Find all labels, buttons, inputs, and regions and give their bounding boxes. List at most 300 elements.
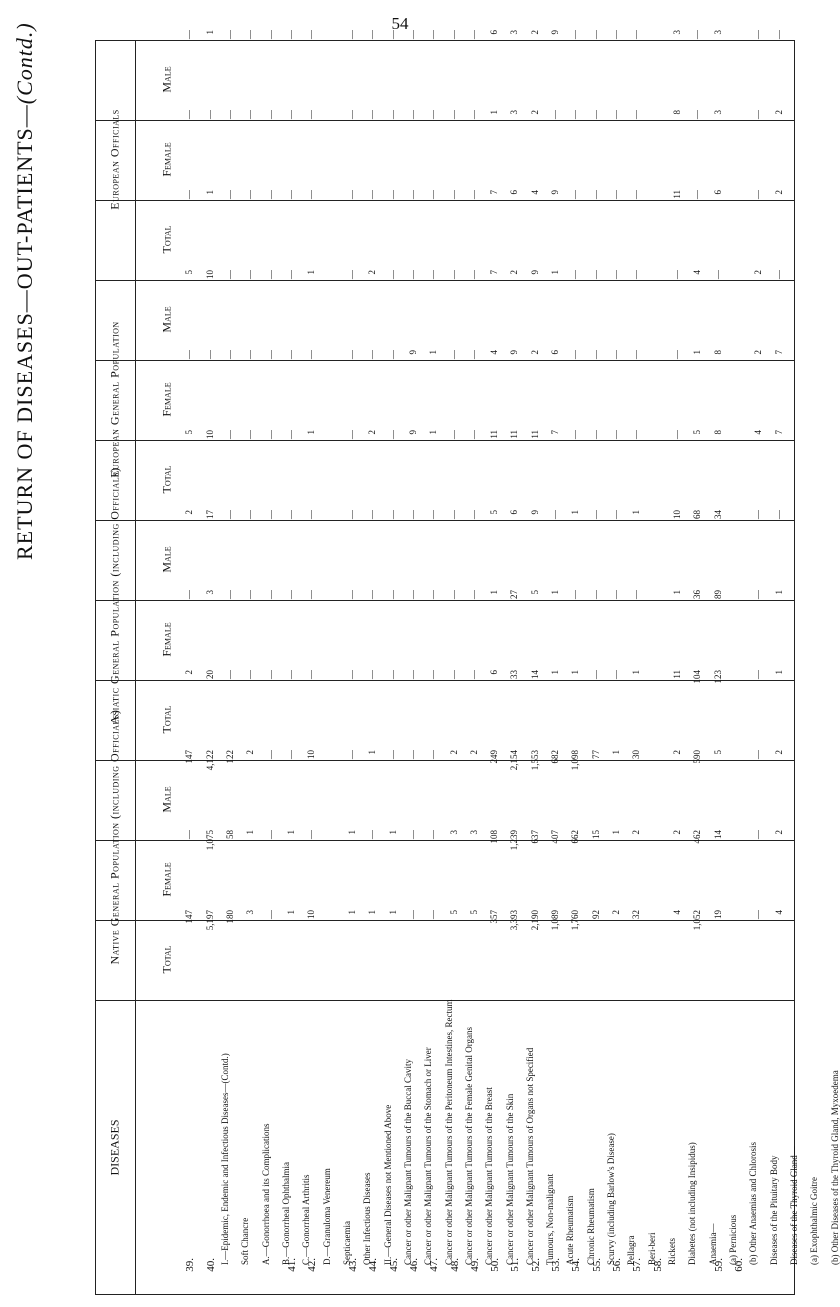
table-cell: — — [590, 670, 601, 679]
table-cell: — — [692, 110, 703, 119]
table-cell: — — [448, 30, 459, 39]
table-cell: 15 — [590, 830, 601, 839]
table-cell: — — [245, 430, 256, 439]
table-cell: — — [367, 190, 378, 199]
table-cell: — — [448, 350, 459, 359]
table-cell: 2 — [184, 670, 195, 675]
table-cell: — — [448, 590, 459, 599]
table-cell: — — [285, 190, 296, 199]
table-cell: — — [245, 30, 256, 39]
table-cell: — — [204, 110, 215, 119]
disease-number: 52. — [529, 1258, 542, 1272]
table-cell: — — [184, 350, 195, 359]
table-cell: 3 — [245, 910, 256, 915]
table-cell: — — [631, 30, 642, 39]
table-cell: 3 — [468, 830, 479, 835]
table-cell: — — [285, 30, 296, 39]
table-cell: — — [428, 750, 439, 759]
table-cell: 2 — [468, 750, 479, 755]
table-cell: — — [285, 430, 296, 439]
table-cell: 1 — [428, 430, 439, 435]
table-cell: 2 — [509, 270, 520, 275]
table-cell: 462 — [692, 830, 703, 844]
table-cell: — — [265, 430, 276, 439]
table-cell: — — [611, 270, 622, 279]
table-cell: — — [224, 590, 235, 599]
table-cell: 1 — [570, 510, 581, 515]
table-cell: — — [346, 670, 357, 679]
table-cell: — — [570, 590, 581, 599]
table-cell: — — [184, 190, 195, 199]
table-cell: — — [570, 270, 581, 279]
table-cell: — — [570, 430, 581, 439]
table-cell: 2,154 — [509, 750, 520, 771]
table-cell: 4 — [529, 190, 540, 195]
subcolumn-header: Male — [159, 306, 174, 333]
table-cell: 2 — [184, 510, 195, 515]
table-cell: — — [428, 830, 439, 839]
table-cell: — — [428, 270, 439, 279]
table-cell: 10 — [204, 430, 215, 439]
disease-number: 53. — [550, 1258, 563, 1272]
table-cell: 3 — [509, 110, 520, 115]
table-cell: 1,553 — [529, 750, 540, 771]
table-cell: 6 — [509, 190, 520, 195]
table-cell: 1 — [773, 590, 784, 595]
table-cell: — — [407, 830, 418, 839]
table-cell: — — [367, 590, 378, 599]
table-cell: 10 — [306, 750, 317, 759]
disease-label: Cancer or other Malignant Tumours of the Buccal Cavity — [402, 1059, 413, 1265]
subcolumn-header: Male — [159, 546, 174, 573]
table-cell: 36 — [692, 590, 703, 599]
table-cell: 6 — [489, 670, 500, 675]
table-cell: — — [367, 110, 378, 119]
table-cell: 9 — [550, 190, 561, 195]
table-cell: 2 — [672, 830, 683, 835]
table-cell: 4 — [672, 910, 683, 915]
table-cell: 1 — [428, 350, 439, 355]
table-cell: — — [448, 670, 459, 679]
table-cell: — — [448, 270, 459, 279]
table-cell: 3 — [712, 110, 723, 115]
table-cell: — — [407, 270, 418, 279]
table-cell: 2 — [773, 750, 784, 755]
subcolumn-header: Female — [159, 382, 174, 417]
table-cell: 3,393 — [509, 910, 520, 931]
table-cell: 5 — [529, 590, 540, 595]
disease-label: B.—Gonorrheal Ophthalmia — [280, 1162, 291, 1265]
table-cell: 7 — [489, 190, 500, 195]
table-cell: 3 — [448, 830, 459, 835]
table-cell: — — [265, 350, 276, 359]
disease-number: 57. — [631, 1258, 644, 1272]
table-cell: 1 — [367, 910, 378, 915]
disease-label: Cancer or other Malignant Tumours of the Stomach or Liver — [423, 1047, 434, 1265]
table-cell: — — [265, 110, 276, 119]
disease-label: C.—Gonorrheal Arthritis — [301, 1174, 312, 1265]
subcolumn-header: Total — [159, 705, 174, 734]
disease-label: II.—General Diseases not Mentioned Above — [382, 1104, 393, 1265]
table-cell: 1,239 — [509, 830, 520, 851]
disease-number: 54. — [570, 1258, 583, 1272]
table-cell: — — [306, 30, 317, 39]
table-cell: — — [407, 670, 418, 679]
table-cell: — — [306, 350, 317, 359]
table-cell: — — [611, 30, 622, 39]
table-cell: — — [184, 110, 195, 119]
table-cell: — — [224, 350, 235, 359]
table-cell: 1,052 — [692, 910, 703, 931]
table-cell: — — [387, 190, 398, 199]
table-cell: — — [753, 670, 764, 679]
table-cell: — — [407, 750, 418, 759]
table-cell: 4 — [753, 430, 764, 435]
table-cell: 180 — [224, 910, 235, 924]
table-cell: 1 — [245, 830, 256, 835]
table-cell: — — [611, 590, 622, 599]
table-cell: — — [387, 510, 398, 519]
table-cell: — — [184, 30, 195, 39]
table-cell: — — [428, 670, 439, 679]
table-cell: 5 — [468, 910, 479, 915]
disease-number: 43. — [346, 1258, 359, 1272]
table-cell: — — [265, 510, 276, 519]
table-cell: — — [468, 510, 479, 519]
table-cell: — — [428, 910, 439, 919]
table-cell: — — [245, 510, 256, 519]
table-cell: — — [245, 270, 256, 279]
table-cell: — — [631, 430, 642, 439]
table-cell: — — [184, 830, 195, 839]
table-cell: 10 — [306, 910, 317, 919]
table-cell: 147 — [184, 910, 195, 924]
table-cell: 19 — [712, 910, 723, 919]
table-cell: 4,122 — [204, 750, 215, 771]
table-cell: — — [570, 30, 581, 39]
table-cell: — — [245, 110, 256, 119]
table-cell: 33 — [509, 670, 520, 679]
subcolumn-header: Female — [159, 862, 174, 897]
table-cell: 11 — [509, 430, 520, 439]
table-cell: — — [367, 510, 378, 519]
table-cell: — — [346, 590, 357, 599]
table-cell: — — [367, 350, 378, 359]
table-cell: — — [367, 30, 378, 39]
table-cell: 1 — [570, 670, 581, 675]
subcolumn-header: Male — [159, 786, 174, 813]
table-rule-horizontal — [95, 120, 795, 121]
table-cell: 7 — [773, 430, 784, 435]
table-cell: — — [590, 270, 601, 279]
table-rule-horizontal — [95, 760, 795, 761]
group-header: Native General Population (including Officials) — [107, 709, 122, 965]
table-cell: — — [224, 270, 235, 279]
disease-number: 44. — [367, 1258, 380, 1272]
table-cell: 1 — [285, 830, 296, 835]
table-cell: — — [631, 590, 642, 599]
table-cell: 9 — [407, 430, 418, 435]
title-contd: (Contd.) — [12, 22, 37, 105]
table-cell: 1,098 — [570, 750, 581, 771]
table-cell: 2 — [773, 190, 784, 195]
table-cell: — — [773, 510, 784, 519]
table-cell: — — [346, 350, 357, 359]
table-cell: — — [611, 430, 622, 439]
table-cell: 104 — [692, 670, 703, 684]
table-cell: — — [285, 590, 296, 599]
table-cell: — — [346, 750, 357, 759]
table-cell: 6 — [509, 510, 520, 515]
table-cell: 14 — [529, 670, 540, 679]
table-cell: 30 — [631, 750, 642, 759]
table-cell: 2 — [448, 750, 459, 755]
table-cell: 58 — [224, 830, 235, 839]
subcolumn-header: Total — [159, 225, 174, 254]
table-cell: — — [387, 670, 398, 679]
table-cell: 1 — [550, 590, 561, 595]
disease-label: Acute Rheumatism — [565, 1195, 576, 1265]
table-cell: — — [306, 670, 317, 679]
table-cell: 1 — [631, 670, 642, 675]
table-cell: — — [712, 270, 723, 279]
table-cell: — — [245, 670, 256, 679]
table-cell: — — [448, 430, 459, 439]
table-cell: — — [306, 110, 317, 119]
table-cell: — — [590, 430, 601, 439]
disease-number: 46. — [407, 1258, 420, 1272]
table-cell: — — [265, 590, 276, 599]
table-cell: — — [285, 510, 296, 519]
disease-label: Cancer or other Malignant Tumours of the Female Genital Organs — [463, 1026, 474, 1265]
table-cell: 407 — [550, 830, 561, 844]
table-cell: — — [387, 350, 398, 359]
table-cell: 1 — [204, 30, 215, 35]
disease-table — [95, 30, 840, 1295]
table-cell: 1 — [611, 750, 622, 755]
disease-label: Septicaemia — [341, 1221, 352, 1265]
table-cell: — — [590, 350, 601, 359]
table-cell: — — [387, 430, 398, 439]
table-cell: — — [387, 590, 398, 599]
subcolumn-header: Male — [159, 66, 174, 93]
disease-number: 45. — [387, 1258, 400, 1272]
table-cell: 1 — [550, 270, 561, 275]
disease-label: Cancer or other Malignant Tumours of Organs not Specified — [524, 1047, 535, 1265]
table-cell: — — [631, 190, 642, 199]
table-cell: — — [611, 110, 622, 119]
disease-number: 39. — [184, 1258, 197, 1272]
table-cell: 10 — [204, 270, 215, 279]
table-cell: — — [285, 350, 296, 359]
table-cell: 1,075 — [204, 830, 215, 851]
table-cell: — — [448, 510, 459, 519]
table-cell: 9 — [529, 270, 540, 275]
table-cell: — — [387, 30, 398, 39]
table-cell: — — [631, 350, 642, 359]
page-title — [12, 22, 52, 560]
table-cell: 9 — [550, 30, 561, 35]
table-cell: 17 — [204, 510, 215, 519]
table-cell: 20 — [204, 670, 215, 679]
table-cell: — — [245, 350, 256, 359]
table-rule-horizontal — [95, 360, 795, 361]
table-cell: — — [753, 750, 764, 759]
table-cell: 357 — [489, 910, 500, 924]
table-cell: 89 — [712, 590, 723, 599]
table-cell: 1,760 — [570, 910, 581, 931]
table-cell: — — [753, 830, 764, 839]
table-cell: 2 — [529, 350, 540, 355]
table-cell: — — [265, 270, 276, 279]
table-cell: — — [753, 510, 764, 519]
table-cell: 108 — [489, 830, 500, 844]
table-cell: 1 — [367, 750, 378, 755]
table-cell: 7 — [489, 270, 500, 275]
table-cell: — — [367, 670, 378, 679]
disease-number: 50. — [489, 1258, 502, 1272]
table-cell: — — [753, 910, 764, 919]
disease-label: (b) Other Anaemias and Chlorosis — [748, 1142, 759, 1265]
table-cell: 2 — [773, 830, 784, 835]
disease-label: Beri-beri — [646, 1232, 657, 1265]
table-rule-horizontal — [95, 280, 795, 281]
subcolumn-header: Total — [159, 465, 174, 494]
table-cell: — — [753, 110, 764, 119]
table-cell: 1 — [631, 510, 642, 515]
table-rule-horizontal — [95, 920, 795, 921]
table-cell: — — [285, 670, 296, 679]
table-cell: — — [428, 110, 439, 119]
disease-label: D.—Granuloma Venereum — [321, 1168, 332, 1265]
table-cell: 77 — [590, 750, 601, 759]
table-cell: 590 — [692, 750, 703, 764]
table-cell: — — [428, 30, 439, 39]
table-cell: — — [285, 270, 296, 279]
table-cell: — — [753, 190, 764, 199]
table-cell: — — [590, 590, 601, 599]
table-cell: 249 — [489, 750, 500, 764]
table-cell: — — [346, 30, 357, 39]
table-cell: — — [407, 190, 418, 199]
disease-label: Diabetes (not including Insipidus) — [687, 1142, 698, 1265]
table-cell: — — [773, 270, 784, 279]
table-cell: 5 — [489, 510, 500, 515]
table-cell: 1 — [550, 670, 561, 675]
table-cell: — — [184, 590, 195, 599]
subcolumn-header: Female — [159, 622, 174, 657]
subcolumn-header: Total — [159, 945, 174, 974]
table-cell: — — [468, 270, 479, 279]
group-header: Asiatic General Population (including Officials) — [107, 467, 122, 725]
table-cell: — — [428, 590, 439, 599]
table-cell: — — [570, 110, 581, 119]
group-header: European Officials — [107, 109, 122, 210]
table-cell: — — [387, 750, 398, 759]
disease-number: 59. — [712, 1258, 725, 1272]
disease-number: 40. — [204, 1258, 217, 1272]
table-cell: — — [550, 510, 561, 519]
table-cell: — — [468, 670, 479, 679]
table-cell: 2 — [631, 830, 642, 835]
table-cell: — — [224, 190, 235, 199]
table-cell: 2 — [367, 430, 378, 435]
table-cell: — — [428, 190, 439, 199]
table-cell: 147 — [184, 750, 195, 764]
table-cell: — — [387, 110, 398, 119]
table-cell: 2 — [529, 30, 540, 35]
table-rule-horizontal — [95, 600, 795, 601]
table-cell: — — [387, 270, 398, 279]
table-cell: — — [306, 190, 317, 199]
table-cell: 7 — [773, 350, 784, 355]
table-cell: 2 — [611, 910, 622, 915]
table-cell: 6 — [712, 190, 723, 195]
disease-number: 41. — [285, 1258, 298, 1272]
table-cell: — — [407, 30, 418, 39]
disease-number: 49. — [468, 1258, 481, 1272]
table-cell: 5 — [184, 430, 195, 435]
disease-label: Rickets — [667, 1238, 678, 1265]
disease-label: Cancer or other Malignant Tumours of the Peritoneum Intestines, Rectum — [443, 999, 454, 1265]
table-rule-horizontal — [95, 200, 795, 201]
table-cell: 1 — [346, 910, 357, 915]
table-cell: 1 — [387, 910, 398, 915]
table-cell: — — [346, 110, 357, 119]
table-cell: 1 — [672, 590, 683, 595]
table-cell: 1 — [306, 430, 317, 435]
table-rule-horizontal — [95, 520, 795, 521]
table-cell: — — [407, 910, 418, 919]
table-cell: 1 — [692, 350, 703, 355]
table-cell: 68 — [692, 510, 703, 519]
disease-label: Tumours, Non-malignant — [545, 1173, 556, 1265]
table-cell: — — [611, 350, 622, 359]
disease-label: Scurvy (including Barlow's Disease) — [606, 1133, 617, 1265]
table-cell: 5 — [692, 430, 703, 435]
table-cell: 11 — [529, 430, 540, 439]
table-cell: — — [570, 190, 581, 199]
table-cell: — — [448, 190, 459, 199]
table-cell: — — [753, 30, 764, 39]
table-cell: 682 — [550, 750, 561, 764]
table-cell: — — [265, 910, 276, 919]
table-cell: — — [306, 830, 317, 839]
table-cell: 1 — [489, 110, 500, 115]
table-cell: 14 — [712, 830, 723, 839]
table-cell: — — [346, 510, 357, 519]
table-cell: — — [265, 30, 276, 39]
disease-number: 60. — [733, 1258, 746, 1272]
table-cell: — — [672, 430, 683, 439]
table-rule-horizontal — [95, 680, 795, 681]
table-cell: — — [692, 190, 703, 199]
disease-label: Cancer or other Malignant Tumours of the Skin — [504, 1093, 515, 1265]
table-cell: — — [306, 510, 317, 519]
disease-label: Other Infectious Diseases — [362, 1172, 373, 1265]
table-rule-horizontal — [95, 1294, 795, 1295]
table-cell: — — [631, 270, 642, 279]
table-cell: 8 — [672, 110, 683, 115]
subcolumn-header: Female — [159, 142, 174, 177]
table-cell: 122 — [224, 750, 235, 764]
table-cell: 10 — [672, 510, 683, 519]
table-cell: 3 — [509, 30, 520, 35]
disease-label: Soft Chancre — [240, 1217, 251, 1265]
table-cell: 2 — [529, 110, 540, 115]
table-cell: — — [407, 590, 418, 599]
table-cell: — — [346, 430, 357, 439]
